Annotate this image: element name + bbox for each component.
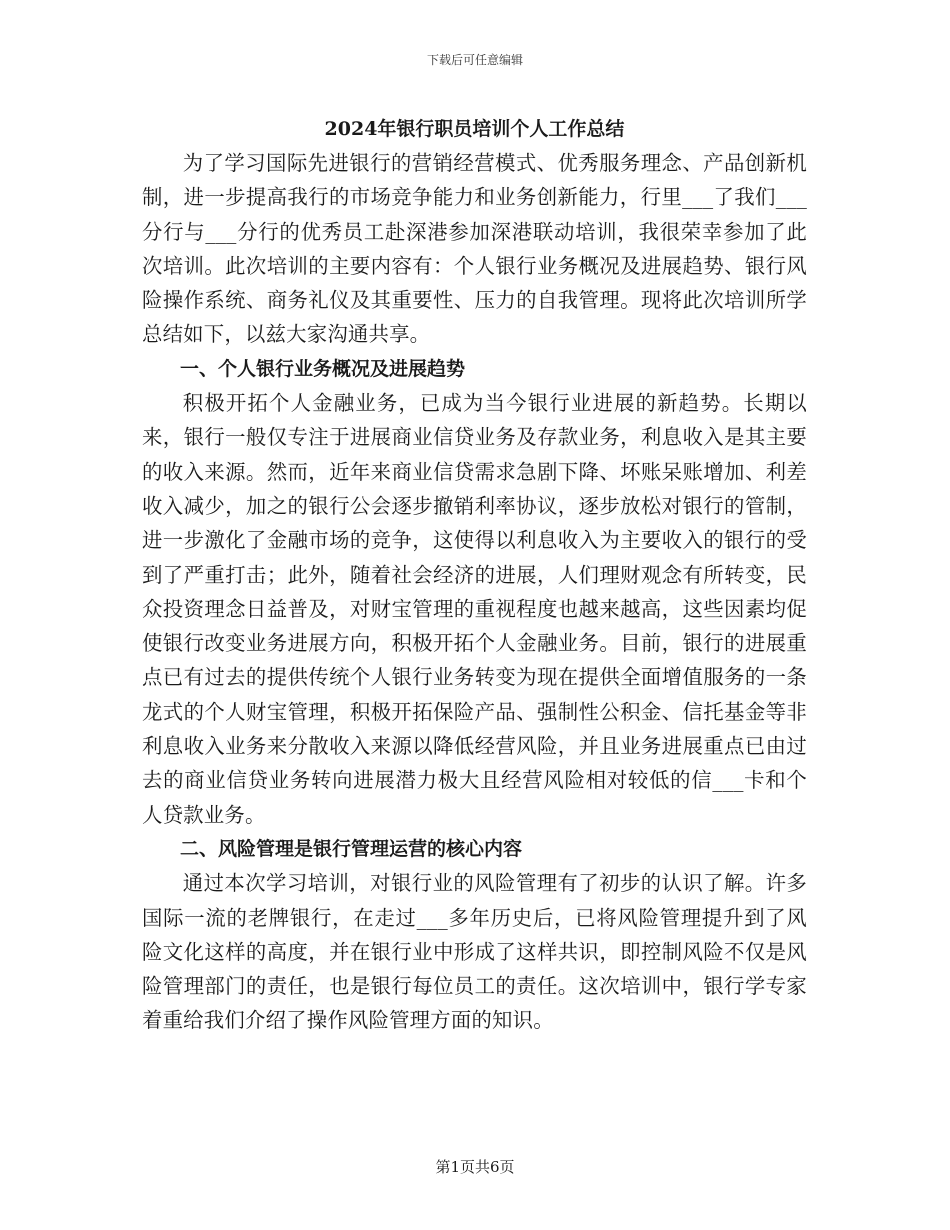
section-2-paragraph: 通过本次学习培训，对银行业的风险管理有了初步的认识了解。许多国际一流的老牌银行，在走过___多年历史后，已将风险管理提升到了风险文化这样的高度，并在银行业中形成了这样共识，即控制风险不仅是风险管理部门的责任，也是银行每位员工的责任。这次培训中，银行学专家着重给我们介绍了操作风险管理方面的知识。 [142,871,807,1033]
section-1-paragraph: 积极开拓个人金融业务，已成为当今银行业进展的新趋势。长期以来，银行一般仅专注于进展商业信贷业务及存款业务，利息收入是其主要的收入来源。然而，近年来商业信贷需求急剧下降、坏账呆账增加、利差收入减少，加之的银行公会逐步撤销利率协议，逐步放松对银行的管制，进一步激化了金融市场的竞争，这使得以利息收入为主要收入的银行的受到了严重打击；此外，随着社会经济的进展，人们理财观念有所转变，民众投资理念日益普及，对财宝管理的重视程度也越来越高，这些因素均促使银行改变业务进展方向，积极开拓个人金融业务。目前，银行的进展重点已有过去的提供传统个人银行业务转变为现在提供全面增值服务的一条龙式的个人财宝管理，积极开拓保险产品、强制性公积金、信托基金等非利息收入业务来分散收入来源以降低经营风险，并且业务进展重点已由过去的商业信贷业务转向进展潜力极大且经营风险相对较低的信___卡和个人贷款业务。 [142,391,807,827]
document-body [142,112,807,1038]
intro-paragraph: 为了学习国际先进银行的营销经营模式、优秀服务理念、产品创新机制，进一步提高我行的市场竞争能力和业务创新能力，行里___了我们___分行与___分行的优秀员工赴深港参加深港联动培训，我很荣幸参加了此次培训。此次培训的主要内容有：个人银行业务概况及进展趋势、银行风险操作系统、商务礼仪及其重要性、压力的自我管理。现将此次培训所学总结如下，以兹大家沟通共享。 [142,151,807,347]
section-heading-2: 二、风险管理是银行管理运营的核心内容 [180,837,523,860]
page-number-footer: 第1页共6页 [435,1158,515,1176]
page-header-note: 下载后可任意编辑 [426,53,523,67]
section-heading-1: 一、个人银行业务概况及进展趋势 [180,357,466,380]
document-title: 2024年银行职员培训个人工作总结 [324,118,625,140]
